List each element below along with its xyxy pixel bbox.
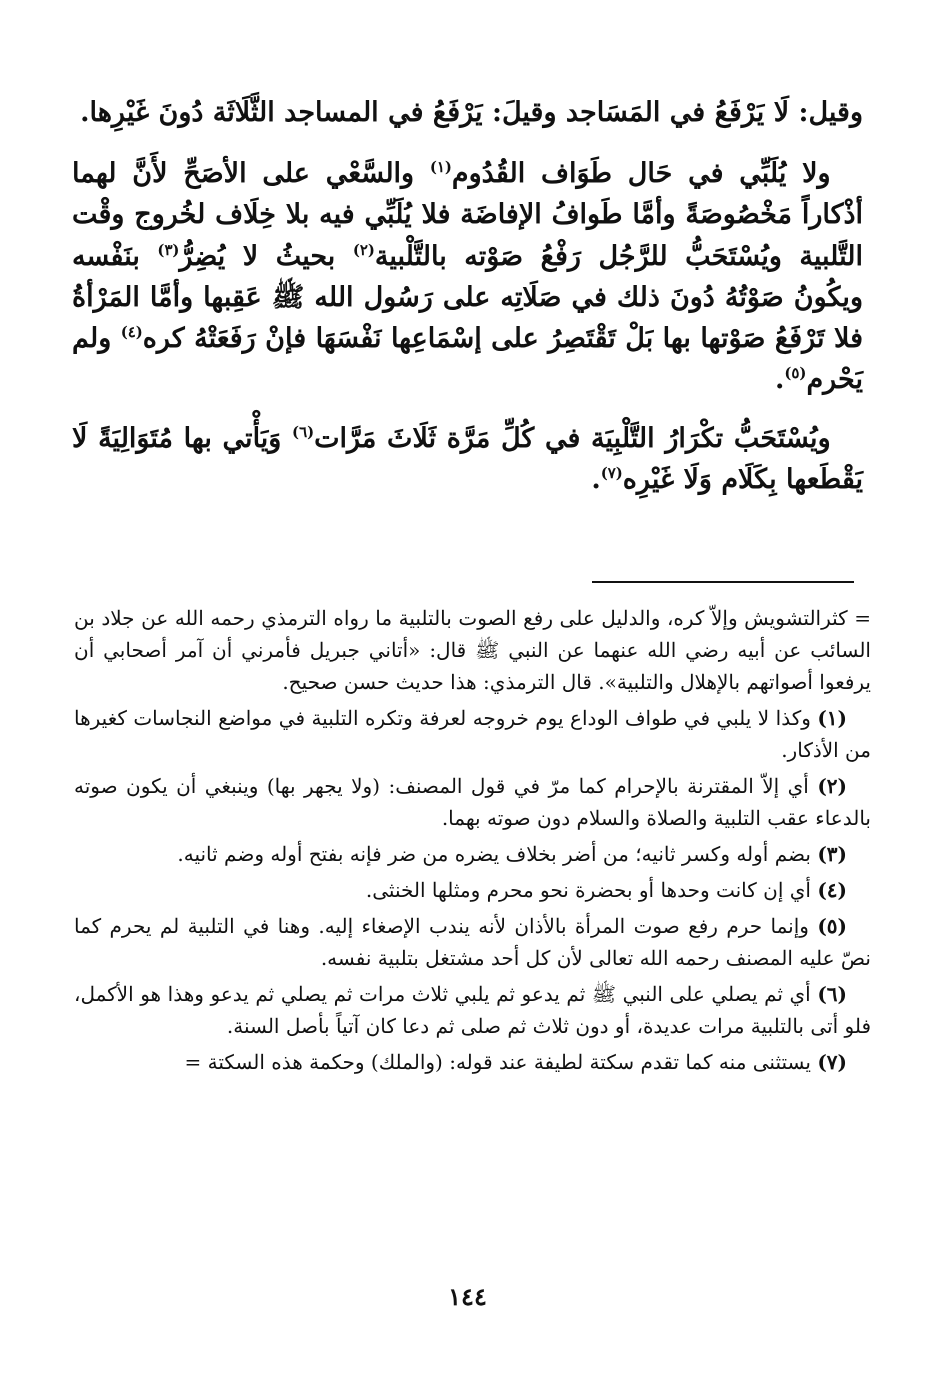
main-paragraph-2 <box>72 153 863 400</box>
footnote-text: بضم أوله وكسر ثانيه؛ من أضر بخلاف يضره من ضر فإنه بفتح أوله وضم ثانيه. <box>177 842 818 866</box>
footnote-7 <box>74 1046 871 1078</box>
main-text <box>72 92 863 519</box>
footnote-text: يستثنى منه كما تقدم سكتة لطيفة عند قوله: (والملك) وحكمة هذه السكتة = <box>184 1050 818 1074</box>
footnote-continuation: = كثرالتشويش وإلاّ كره، والدليل على رفع الصوت بالتلبية ما رواه الترمذي رحمه الله عن جلاد بن السائب عن أبيه رضي الله عنهما عن النبي ﷺ قال: «أتاني جبريل فأمرني أن آمر أصحابي أن يرفعوا أصواتهم بالإهلال والتلبية». قال الترمذي: هذا حديث حسن صحيح. <box>74 606 871 694</box>
main-paragraph-3-text: ويُسْتَحَبُّ تكْرَارُ التَّلْبِيَة في كُلِّ مَرَّة ثَلَاثَ مَرَّات <box>314 423 831 455</box>
footnote-text: وكذا لا يلبي في طواف الوداع يوم خروجه لعرفة وتكره التلبية في مواضع النجاسات كغيرها من الأذكار. <box>74 706 871 762</box>
footnote-ref-2: (٢) <box>352 240 375 259</box>
footnote-number: (٤) <box>817 878 847 902</box>
footnote-ref-4: (٤) <box>120 322 143 341</box>
footnote-number: (١) <box>817 706 847 730</box>
footnote-text: أي إلاّ المقترنة بالإحرام كما مرّ في قول المصنف: (ولا يجهر بها) وينبغي أن يكون صوته بالدعاء عقب التلبية والصلاة والسلام دون صوته بهما. <box>74 774 871 830</box>
footnote-number: (٥) <box>817 914 847 938</box>
footnote-number: (٦) <box>817 982 847 1006</box>
footnote-1 <box>74 702 871 766</box>
footnote-number: (٧) <box>817 1050 847 1074</box>
main-paragraph-3-text-part-2: وَيَأْتي بها مُتَوَالِيَةً لَا يَقْطَعها بِكَلَام وَلَا غَيْرِه <box>72 423 863 496</box>
main-paragraph-2-text-part-4: بنَفْسه ويكُونُ صَوْتُهُ دُونَ ذلك في صَلَاتِه على رَسُول الله ﷺ عَقِبها وأمَّا المَرْأةُ فلا تَرْفَعُ صَوْتها بها بَلْ تَقْتَصِرُ على إسْمَاعِها نَفْسَهَا فإنْ رَفَعَتْهُ كره <box>72 240 863 354</box>
main-paragraph-3-end: . <box>591 464 601 496</box>
main-paragraph-2-text-part-3: بحيثُ لا يُضِرُّ <box>179 240 353 272</box>
footnote-ref-1: (١) <box>429 158 452 177</box>
main-paragraph-2-end: . <box>774 364 785 396</box>
footnote-number: (٣) <box>817 842 847 866</box>
footnote-5 <box>74 910 871 974</box>
main-paragraph-3 <box>72 418 863 500</box>
footnote-ref-3: (٣) <box>157 240 180 259</box>
footnote-2 <box>74 770 871 834</box>
footnote-text: وإنما حرم رفع صوت المرأة بالأذان لأنه يندب الإصغاء إليه. وهنا في التلبية لم يحرم كما نصّ عليه المصنف رحمه الله تعالى لأن كل أحد مشتغل بتلبية نفسه. <box>74 914 871 970</box>
footnote-3 <box>74 838 871 870</box>
footnote-4 <box>74 874 871 906</box>
main-paragraph-2-text-part-5: ولم يَحْرم <box>72 322 863 396</box>
footnote-ref-7: (٧) <box>600 464 623 483</box>
footnote-text: أي ثم يصلي على النبي ﷺ ثم يدعو ثم يلبي ثلاث مرات ثم يصلي ثم يدعو وهذا هو الأكمل، فلو أتى بالتلبية مرات عديدة، أو دون ثلاث ثم صلى ثم دعا كان آتياً بأصل السنة. <box>74 982 871 1038</box>
footnotes <box>74 602 871 1082</box>
footnote-6 <box>74 978 871 1042</box>
page-number: ١٤٤ <box>448 1282 487 1311</box>
main-paragraph-1-text: وقيل: لَا يَرْفَعُ في المَسَاجد وقيلَ: يَرْفَعُ في المساجد الثَّلَاثَة دُونَ غَيْرِها. <box>80 97 863 128</box>
main-paragraph-2-text: ولا يُلَبِّي في حَال طَوَاف القُدُوم <box>451 158 831 190</box>
footnote-text: أي إن كانت وحدها أو بحضرة نحو محرم ومثلها الخنثى. <box>365 878 818 902</box>
footnote-separator-line <box>592 581 854 583</box>
footnote-ref-5: (٥) <box>784 364 807 383</box>
footnote-number: (٢) <box>817 774 847 798</box>
footnote-ref-6: (٦) <box>292 423 315 442</box>
main-paragraph-1 <box>72 92 863 133</box>
main-paragraph-2-text-part-2: والسَّعْي على الأصَحِّ لأَنَّ لهما أذْكاراً مَخْصُوصَةً وأمَّا طَوافُ الإفاضَة فلا يُلَبِّي فيه بلا خِلَاف لخُروج وقْت التَّلبية ويُسْتَحَبُّ للرَّجُل رَفْعُ صَوْته بالتَّلْبية <box>72 158 863 272</box>
